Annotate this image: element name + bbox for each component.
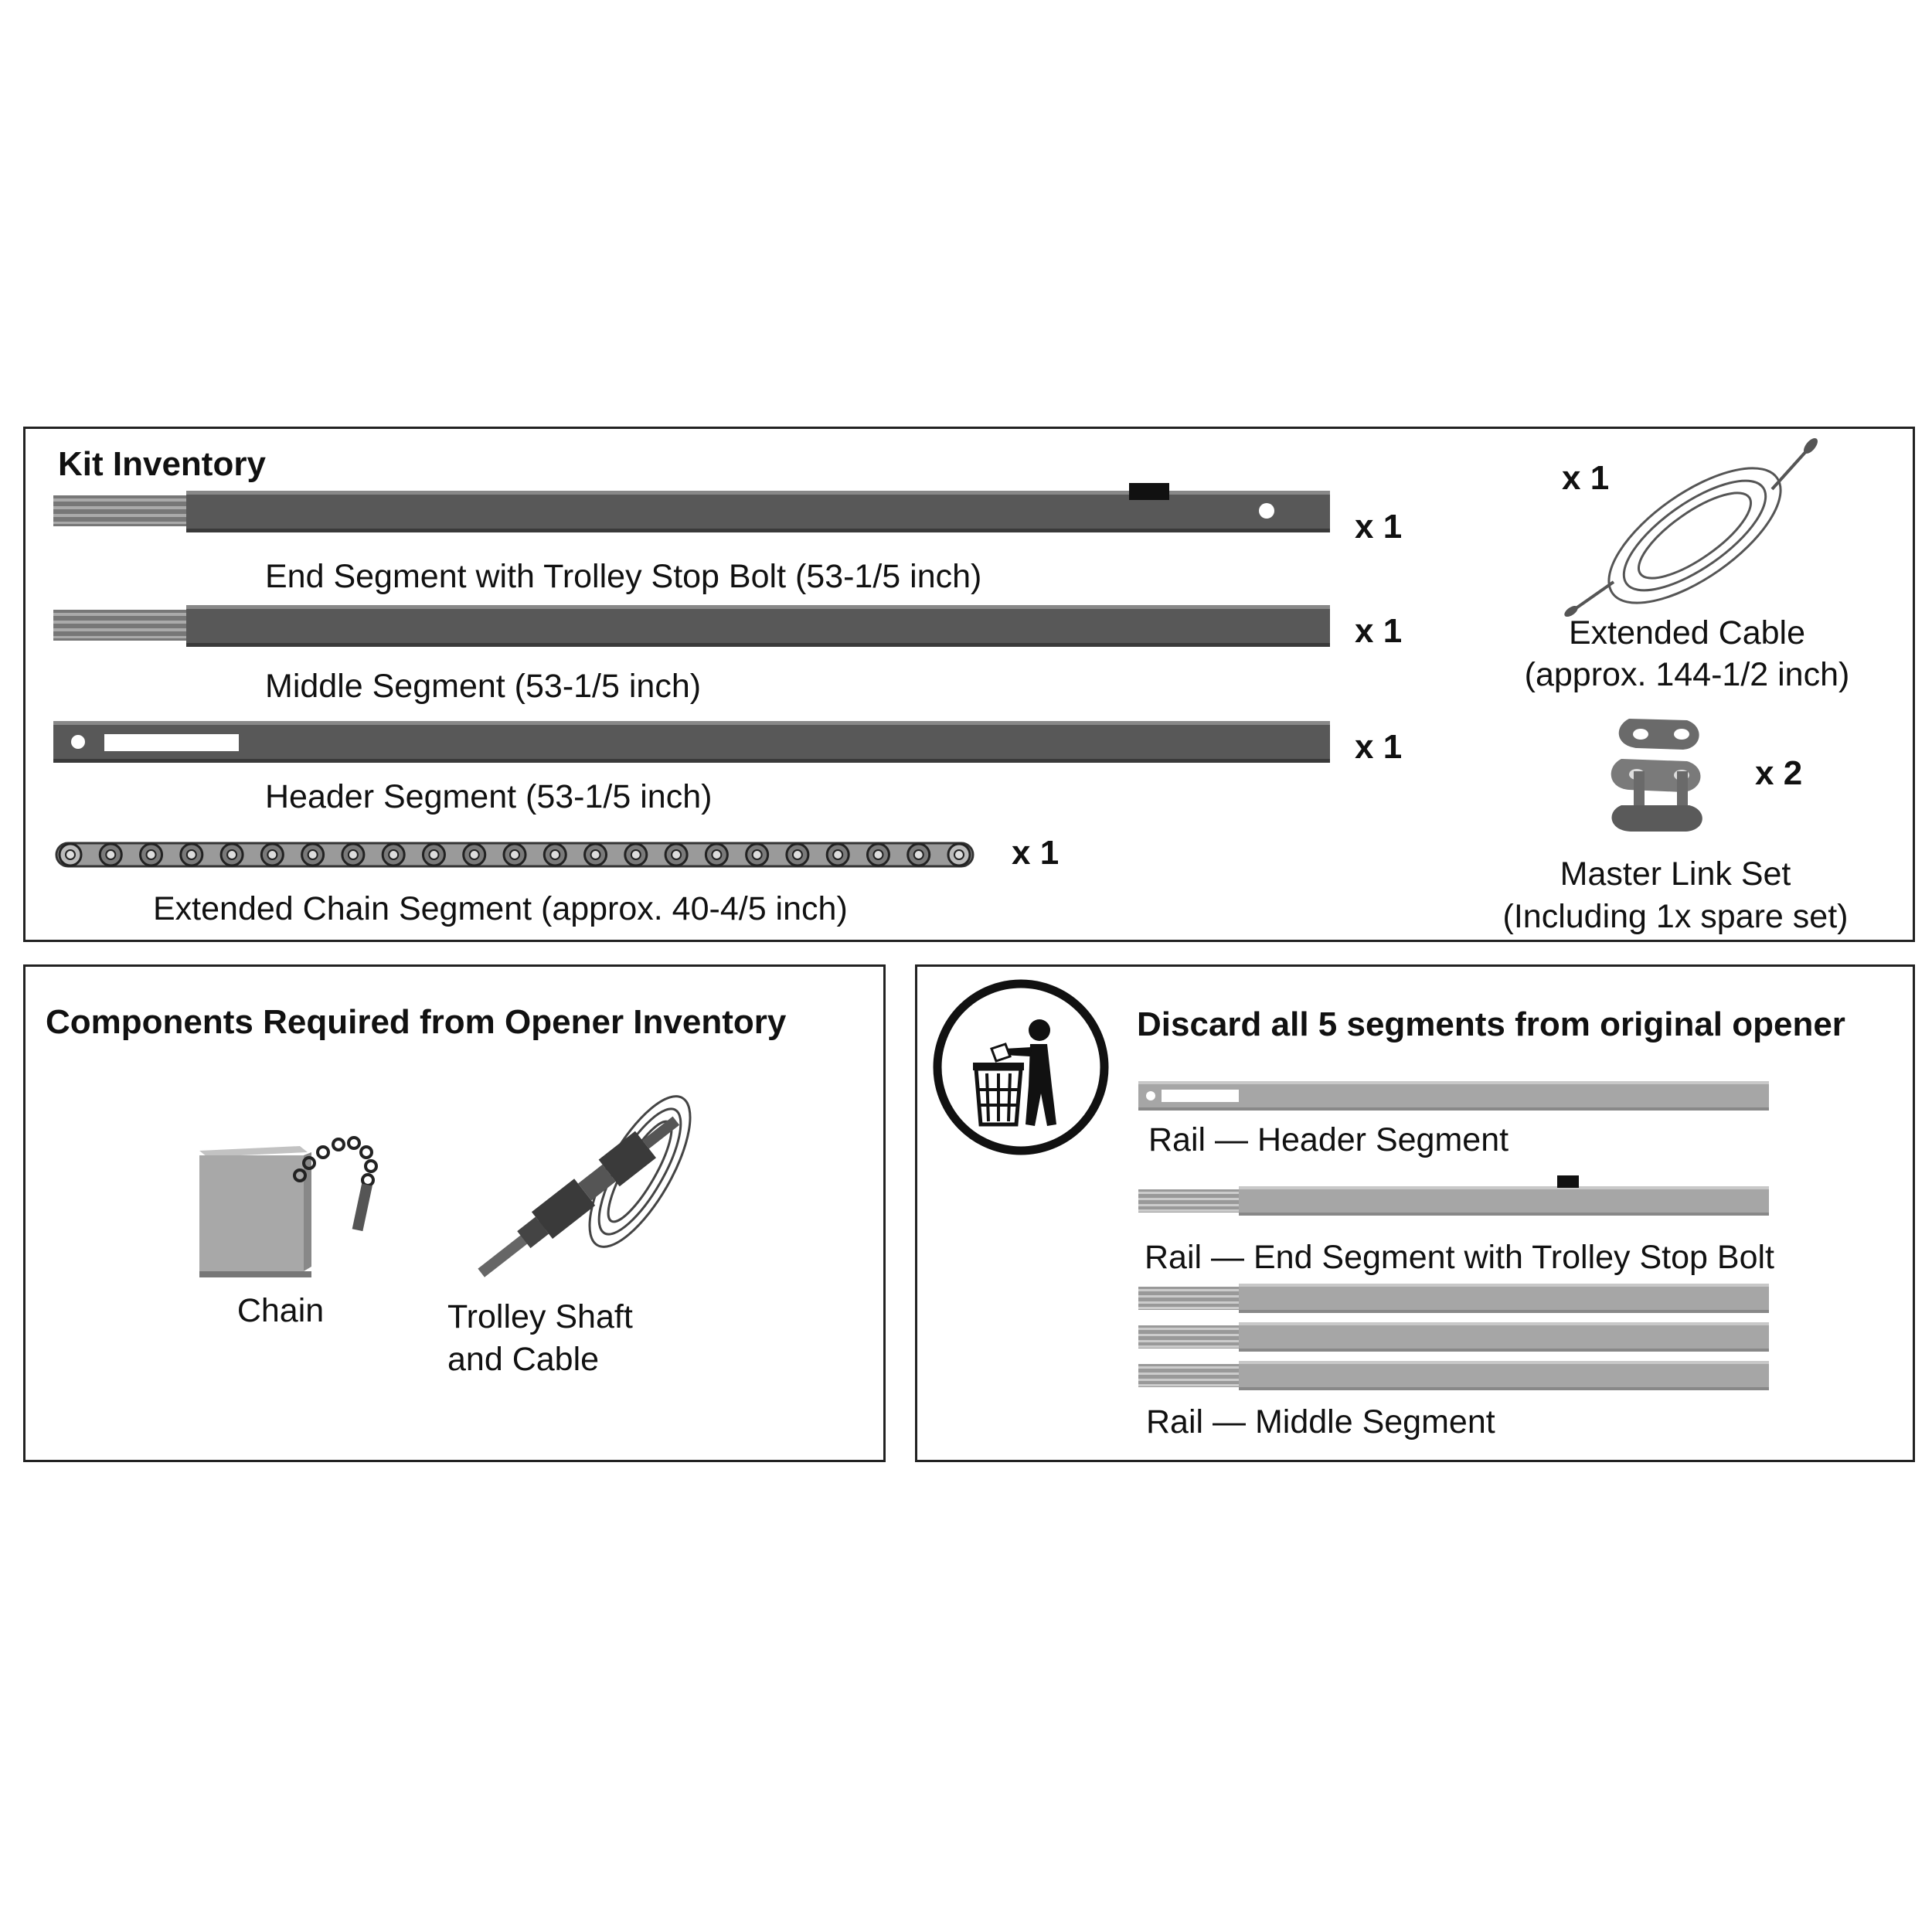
chain-label: Extended Chain Segment (approx. 40-4/5 inch) xyxy=(153,890,848,927)
chain-box-icon xyxy=(192,1129,393,1284)
opener-chain-label: Chain xyxy=(236,1292,325,1329)
discard-label-middle: Rail — Middle Segment xyxy=(1146,1403,1495,1440)
trolley-shaft-icon xyxy=(474,1090,721,1291)
chain-qty: x 1 xyxy=(1012,834,1060,872)
master-link-label-line1: Master Link Set xyxy=(1560,855,1791,893)
opener-inventory-title: Components Required from Opener Inventory xyxy=(46,1003,787,1041)
cable-label-line1: Extended Cable xyxy=(1569,614,1805,651)
header-segment-label: Header Segment (53-1/5 inch) xyxy=(265,778,713,815)
discard-header-rail xyxy=(1138,1081,1772,1114)
discard-title: Discard all 5 segments from original opener xyxy=(1137,1005,1845,1043)
cable-qty: x 1 xyxy=(1562,459,1610,497)
kit-inventory-panel xyxy=(23,427,1915,942)
kit-inventory-title: Kit Inventory xyxy=(58,445,266,483)
header-segment-qty: x 1 xyxy=(1355,728,1403,766)
end-segment-rail xyxy=(53,483,1367,545)
extended-cable-icon xyxy=(1540,435,1818,621)
master-link-label-line2: (Including 1x spare set) xyxy=(1502,898,1849,935)
header-segment-rail xyxy=(53,721,1367,767)
discard-panel xyxy=(915,964,1915,1462)
master-link-icon xyxy=(1606,703,1714,835)
cable-label-line2: (approx. 144-1/2 inch) xyxy=(1524,656,1850,693)
trash-bin-person-icon xyxy=(931,978,1111,1157)
extended-chain-drawing xyxy=(53,831,1004,877)
end-segment-label: End Segment with Trolley Stop Bolt (53-1/5 inch) xyxy=(265,558,982,595)
discard-middle-rails xyxy=(1138,1284,1772,1400)
discard-label-end: Rail — End Segment with Trolley Stop Bolt xyxy=(1145,1239,1774,1276)
trolley-label-line2: and Cable xyxy=(447,1341,600,1378)
opener-inventory-panel xyxy=(23,964,886,1462)
master-link-qty: x 2 xyxy=(1755,754,1803,792)
discard-label-header: Rail — Header Segment xyxy=(1148,1121,1509,1158)
trolley-label-line1: Trolley Shaft xyxy=(447,1298,633,1335)
middle-segment-qty: x 1 xyxy=(1355,612,1403,650)
end-segment-qty: x 1 xyxy=(1355,508,1403,546)
discard-end-rail xyxy=(1138,1175,1772,1219)
middle-segment-label: Middle Segment (53-1/5 inch) xyxy=(265,668,702,705)
middle-segment-rail xyxy=(53,605,1367,659)
